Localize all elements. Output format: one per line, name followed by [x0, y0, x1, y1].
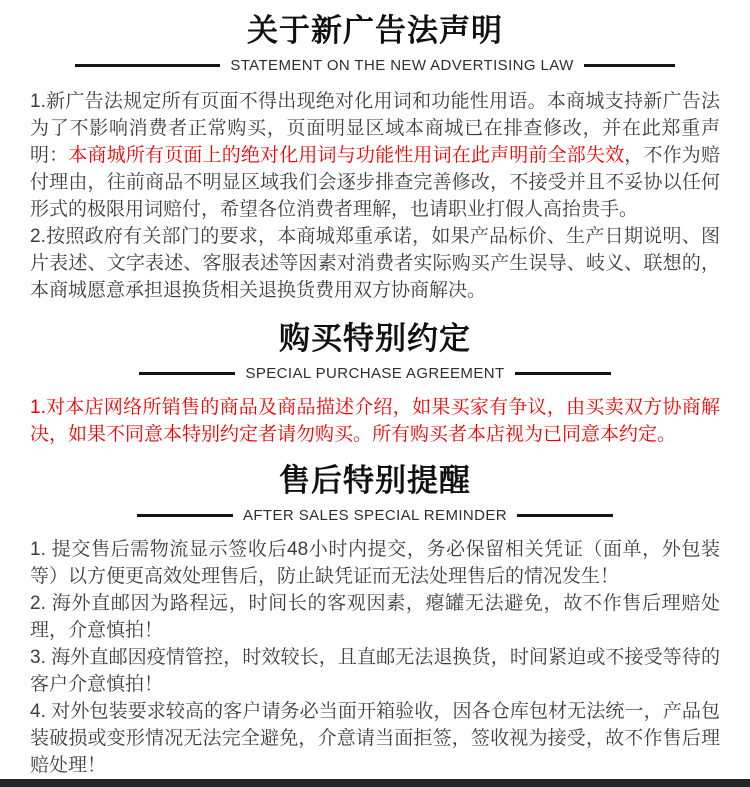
advertising-law-paragraph-2: 2.按照政府有关部门的要求，本商城郑重承诺，如果产品标价、生产日期说明、图片表述、文字表述、客服表述等因素对消费者实际购买产生误导、岐义、联想的，本商城愿意承担退换货相关退换货费用双方协商解决。: [30, 226, 720, 301]
after-sales-subtitle: AFTER SALES SPECIAL REMINDER: [242, 506, 508, 524]
purchase-agreement-subtitle: SPECIAL PURCHASE AGREEMENT: [245, 364, 505, 382]
paragraph-1-text: 1.新广告法规定所有页面不得出现绝对化用词和功能性用语。本商城支持新广告法为了不影响消费者正常购买，页面明显区域本商城已在排查修改，并在此郑重声明：: [30, 91, 720, 166]
after-sales-paragraph-4: 4. 对外包装要求较高的客户请务必当面开箱验收，因各仓库包材无法统一，产品包装破损或变形情况无法完全避免，介意请当面拒签，签收视为接受，故不作售后理赔处理！: [30, 701, 720, 776]
section-advertising-law: [0, 0, 750, 304]
section-purchase-agreement: [0, 319, 750, 448]
purchase-agreement-subtitle-row: [0, 362, 750, 384]
after-sales-body: [0, 536, 750, 779]
divider-line-right: [515, 372, 611, 375]
after-sales-subtitle-row: [0, 504, 750, 526]
after-sales-paragraph-1: 1. 提交售后需物流显示签收后48小时内提交，务必保留相关凭证（面单，外包装等）以方便更高效处理售后，防止缺凭证而无法处理售后的情况发生！: [30, 539, 720, 587]
divider-line-left: [139, 372, 235, 375]
divider-line-right: [584, 64, 675, 67]
paragraph-1-red-text: 本商城所有页面上的绝对化用词与功能性用词在此声明前全部失效: [68, 145, 625, 166]
advertising-law-title: 关于新广告法声明: [247, 13, 503, 48]
purchase-agreement-title: 购买特别约定: [279, 321, 471, 356]
after-sales-paragraph-2: 2. 海外直邮因为路程远，时间长的客观因素，瘪罐无法避免，故不作售后理赔处理，介意慎拍！: [30, 593, 720, 641]
bottom-dark-bar: [0, 779, 750, 787]
divider-line-left: [137, 514, 233, 517]
section-after-sales-reminder: [0, 461, 750, 779]
purchase-agreement-body: [0, 394, 750, 448]
purchase-agreement-paragraph-1: 1.对本店网络所销售的商品及商品描述介绍，如果买家有争议，由买卖双方协商解决，如果不同意本特别约定者请勿购买。所有购买者本店视为已同意本约定。: [30, 397, 720, 445]
divider-line-right: [517, 514, 613, 517]
advertising-law-subtitle: STATEMENT ON THE NEW ADVERTISING LAW: [230, 56, 574, 74]
advertising-law-body: [0, 88, 750, 304]
divider-line-left: [75, 64, 220, 67]
advertising-law-paragraph-1: [30, 88, 720, 223]
advertising-law-subtitle-row: [0, 54, 750, 76]
paragraph-1-text-continued: ，不作为赔付理由，往前商品不明显区域我们会逐步排查完善修改，不接受并且不妥协以任何形式的极限用词赔付，希望各位消费者理解，也请职业打假人高抬贵手。: [30, 145, 720, 220]
after-sales-title: 售后特别提醒: [279, 463, 471, 498]
after-sales-paragraph-3: 3. 海外直邮因疫情管控，时效较长，且直邮无法退换货，时间紧迫或不接受等待的客户介意慎拍！: [30, 647, 720, 695]
